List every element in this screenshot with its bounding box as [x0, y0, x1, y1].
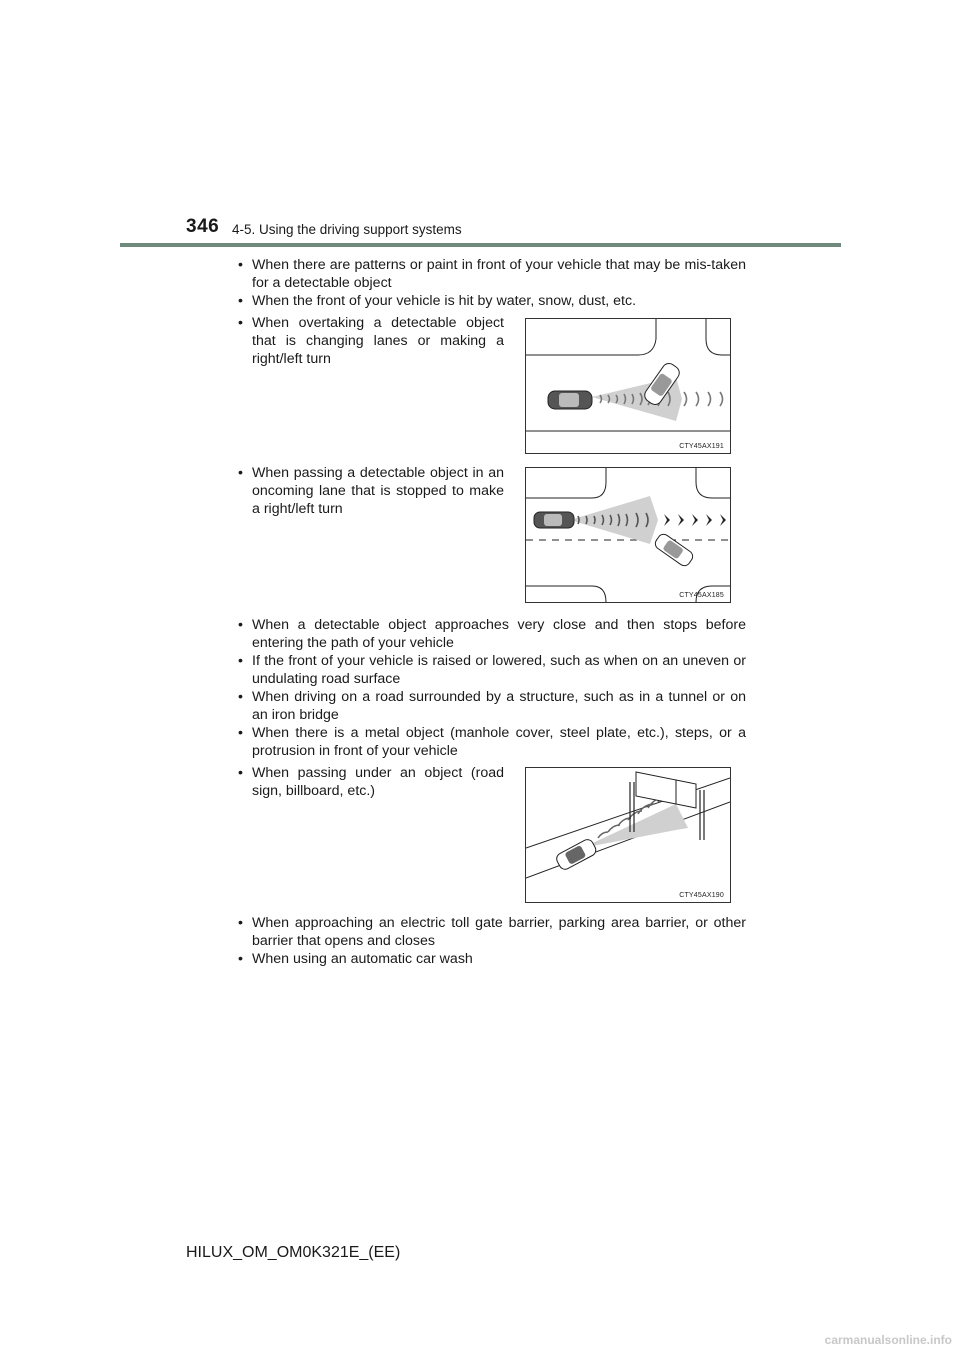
illustration-overhead-sign — [526, 768, 730, 902]
header-rule — [120, 243, 841, 247]
bullet-list-top — [232, 256, 746, 310]
list-item: • When driving on a road surrounded by a structure, such as in a tunnel or on an iron bridge — [232, 688, 746, 724]
illustration-oncoming — [526, 468, 730, 602]
list-item: • If the front of your vehicle is raised or lowered, such as when on an uneven or undulating road surface — [232, 652, 746, 688]
figure-overtaking-turning-object — [525, 318, 731, 454]
list-item: • When passing a detectable object in an oncoming lane that is stopped to make a right/left turn — [232, 464, 504, 518]
watermark: carmanualsonline.info — [824, 1333, 952, 1347]
figure-code: CTY45AX185 — [679, 592, 724, 599]
bullet-list-bottom — [232, 914, 746, 968]
list-item: • When the front of your vehicle is hit by water, snow, dust, etc. — [232, 292, 746, 310]
figure-passing-under-object — [525, 767, 731, 903]
figure-oncoming-turning-object — [525, 467, 731, 603]
list-item: • When a detectable object approaches very close and then stops before entering the path of your vehicle — [232, 616, 746, 652]
figure-code: CTY45AX191 — [679, 443, 724, 450]
list-item: • When there are patterns or paint in front of your vehicle that may be mis-taken for a detectable object — [232, 256, 746, 292]
list-item: • When there is a metal object (manhole cover, steel plate, etc.), steps, or a protrusion in front of your vehicle — [232, 724, 746, 760]
footer-model-code: HILUX_OM_OM0K321E_(EE) — [186, 1244, 401, 1261]
list-item: • When approaching an electric toll gate barrier, parking area barrier, or other barrier that opens and closes — [232, 914, 746, 950]
figure-row-3-text — [232, 764, 504, 800]
figure-row-2-text — [232, 464, 504, 518]
figure-row-1-text — [232, 314, 504, 368]
section-title: 4-5. Using the driving support systems — [232, 222, 462, 237]
figure-code: CTY45AX190 — [679, 892, 724, 899]
list-item: • When using an automatic car wash — [232, 950, 746, 968]
list-item: • When overtaking a detectable object that is changing lanes or making a right/left turn — [232, 314, 504, 368]
illustration-overtaking — [526, 319, 730, 453]
list-item: • When passing under an object (road sign, billboard, etc.) — [232, 764, 504, 800]
bullet-list-middle — [232, 616, 746, 760]
page-number: 346 — [186, 216, 220, 237]
